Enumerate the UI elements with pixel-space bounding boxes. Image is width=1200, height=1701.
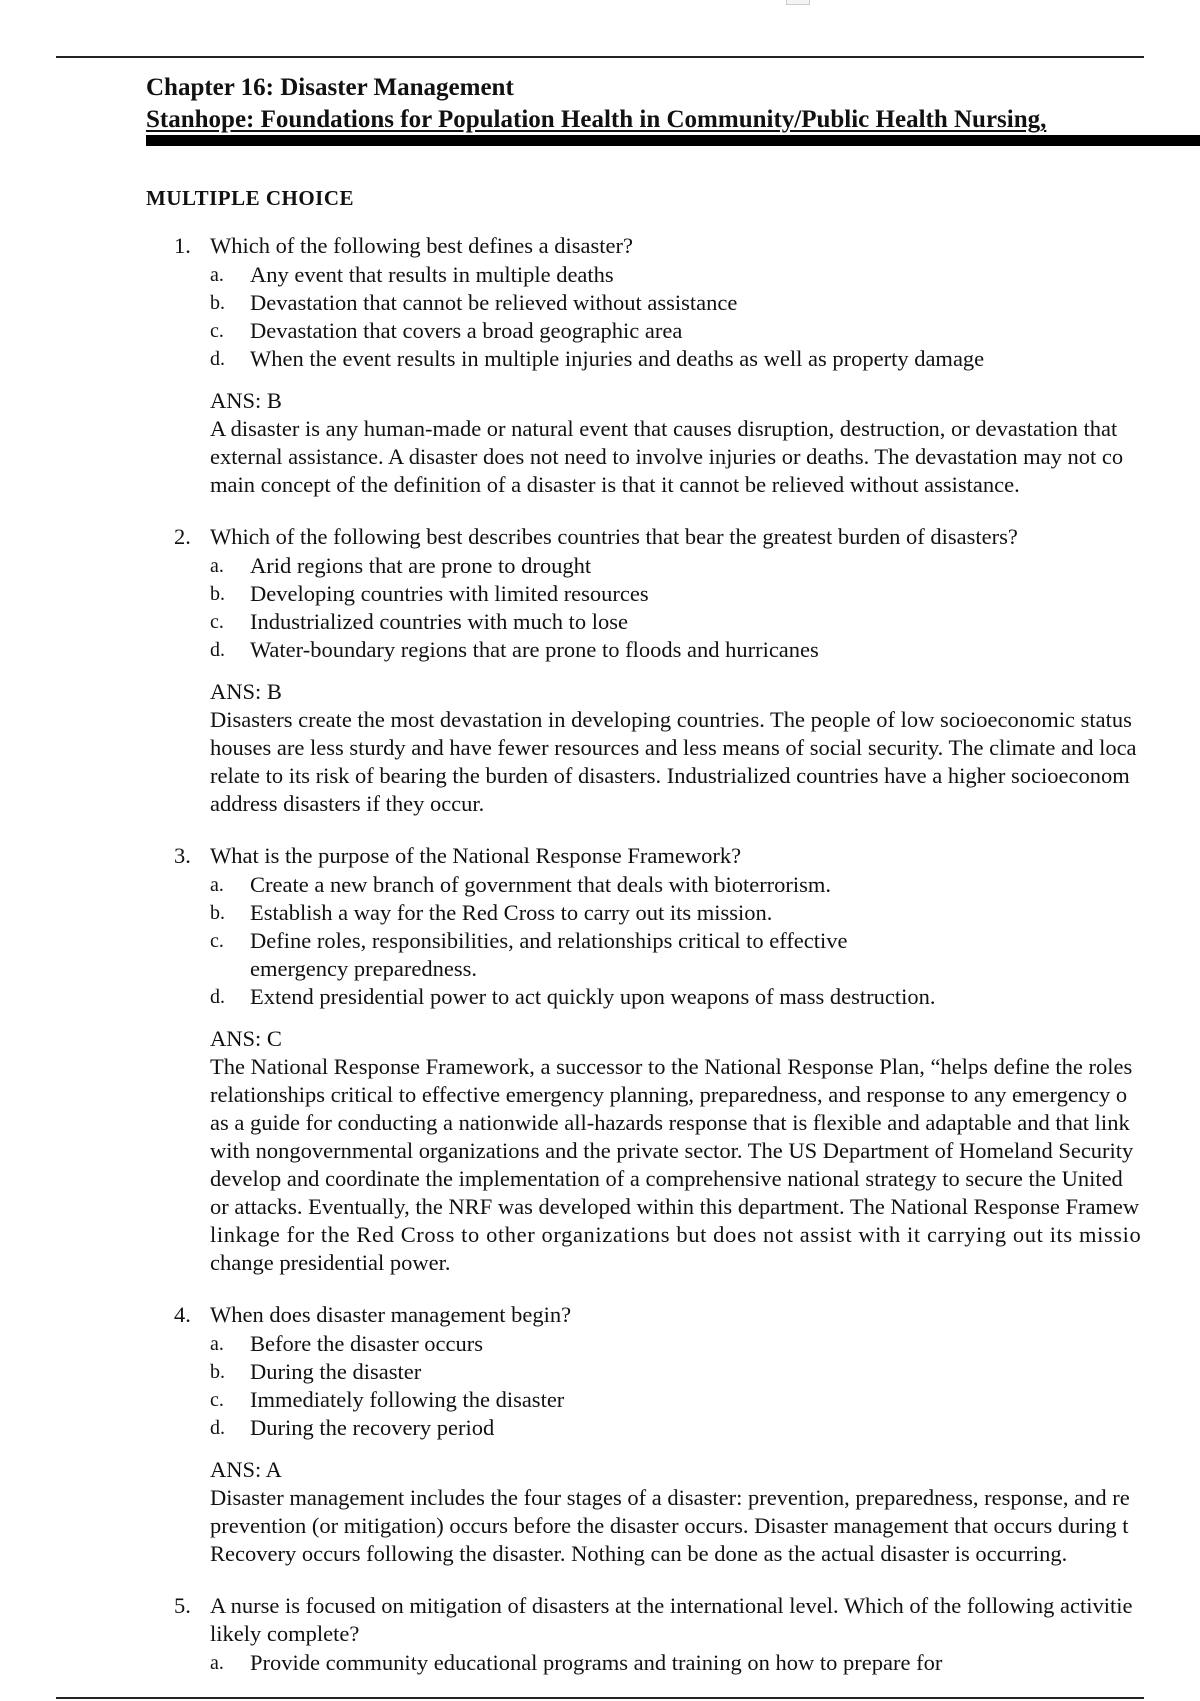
rationale-line: The National Response Framework, a successor to the National Response Plan, “helps define the roles — [210, 1054, 1133, 1079]
answer-rationale — [210, 1484, 1200, 1568]
question-number: 2. — [174, 524, 191, 549]
option-letter: d. — [210, 986, 225, 1008]
answer-key: ANS: A — [210, 1457, 282, 1482]
answer-block — [146, 387, 1200, 499]
question-stem — [146, 232, 1200, 260]
question-text-line: likely complete? — [210, 1621, 360, 1646]
option-letter: c. — [210, 1389, 224, 1411]
option-letter: a. — [210, 555, 224, 577]
rationale-line: Recovery occurs following the disaster. Nothing can be done as the actual disaster is occurring. — [210, 1541, 1068, 1566]
rationale-line: with nongovernmental organizations and the private sector. The US Department of Homeland Security — [210, 1138, 1134, 1163]
rationale-line: prevention (or mitigation) occurs before the disaster occurs. Disaster management that occurs during t — [210, 1513, 1129, 1538]
document-body — [146, 184, 1200, 1701]
answer-options — [146, 1330, 1200, 1442]
page-scroll-marker — [786, 0, 810, 5]
option-text: During the recovery period — [250, 1415, 495, 1440]
rationale-line: external assistance. A disaster does not need to involve injuries or deaths. The devastation may not co — [210, 444, 1124, 469]
option-letter: b. — [210, 1361, 225, 1383]
option-b — [146, 580, 1150, 608]
rationale-line: A disaster is any human-made or natural event that causes disruption, destruction, or devastation that — [210, 416, 1118, 441]
option-letter: a. — [210, 1333, 224, 1355]
rationale-line: main concept of the definition of a disaster is that it cannot be relieved without assistance. — [210, 472, 1020, 497]
option-a — [146, 552, 1150, 580]
option-text: Industrialized countries with much to lose — [250, 609, 629, 634]
option-c — [146, 608, 1150, 636]
option-text: Devastation that covers a broad geographic area — [250, 318, 683, 343]
option-b — [146, 1358, 1150, 1386]
answer-options — [146, 552, 1200, 664]
answer-rationale — [210, 415, 1200, 499]
answer-key: ANS: C — [210, 1026, 282, 1051]
option-letter: d. — [210, 639, 225, 661]
question-1 — [146, 232, 1200, 499]
option-letter: d. — [210, 348, 225, 370]
question-stem — [146, 1301, 1200, 1329]
option-letter: a. — [210, 264, 224, 286]
option-text: Arid regions that are prone to drought — [250, 553, 592, 578]
question-text-line: A nurse is focused on mitigation of disasters at the international level. Which of the following activitie — [210, 1593, 1133, 1618]
question-4 — [146, 1301, 1200, 1568]
book-title: Stanhope: Foundations for Population Health in Community/Public Health Nursing, — [146, 106, 1047, 133]
option-letter: b. — [210, 902, 225, 924]
option-letter: c. — [210, 930, 224, 952]
answer-key: ANS: B — [210, 388, 282, 413]
chapter-title: Chapter 16: Disaster Management — [146, 74, 514, 101]
option-letter: c. — [210, 611, 224, 633]
answer-block — [146, 678, 1200, 818]
option-letter: a. — [210, 1652, 224, 1674]
answer-block — [146, 1025, 1200, 1277]
section-title: MULTIPLE CHOICE — [146, 186, 355, 210]
question-text: Which of the following best describes countries that bear the greatest burden of disasters? — [210, 524, 1018, 549]
question-text: Which of the following best defines a disaster? — [210, 233, 633, 258]
answer-block — [146, 1456, 1200, 1568]
question-number: 5. — [174, 1593, 191, 1618]
option-d — [146, 345, 1150, 373]
question-text: What is the purpose of the National Response Framework? — [210, 843, 742, 868]
rationale-line: relate to its risk of bearing the burden of disasters. Industrialized countries have a higher socioeconom — [210, 763, 1130, 788]
option-letter: b. — [210, 292, 225, 314]
option-c — [146, 1386, 1150, 1414]
option-letter: a. — [210, 874, 224, 896]
option-c — [146, 927, 950, 983]
option-text: Establish a way for the Red Cross to carry out its mission. — [250, 900, 773, 925]
option-a — [146, 261, 1150, 289]
question-stem-continued — [146, 1620, 1200, 1648]
question-stem — [146, 1592, 1200, 1620]
question-number: 1. — [174, 233, 191, 258]
answer-rationale — [210, 1053, 1200, 1277]
question-text: When does disaster management begin? — [210, 1302, 572, 1327]
option-d — [146, 1414, 1150, 1442]
answer-key: ANS: B — [210, 679, 282, 704]
option-text: When the event results in multiple injuries and deaths as well as property damage — [250, 346, 985, 371]
footer-rule — [56, 1697, 1144, 1699]
question-3 — [146, 842, 1200, 1277]
header-thick-rule — [146, 135, 1200, 146]
option-b — [146, 899, 1150, 927]
option-d — [146, 636, 1150, 664]
option-letter: b. — [210, 583, 225, 605]
rationale-line: Disaster management includes the four stages of a disaster: prevention, preparedness, response, and re — [210, 1485, 1130, 1510]
option-d — [146, 983, 1150, 1011]
question-number: 3. — [174, 843, 191, 868]
option-text: During the disaster — [250, 1359, 422, 1384]
document-header — [146, 72, 1046, 136]
option-b — [146, 289, 1150, 317]
rationale-line: address disasters if they occur. — [210, 791, 485, 816]
rationale-line: change presidential power. — [210, 1250, 451, 1275]
rationale-line: or attacks. Eventually, the NRF was developed within this department. The National Response Framew — [210, 1194, 1140, 1219]
question-stem — [146, 842, 1200, 870]
option-text: Devastation that cannot be relieved without assistance — [250, 290, 738, 315]
rationale-line: Disasters create the most devastation in developing countries. The people of low socioeconomic status — [210, 707, 1132, 732]
rationale-line: relationships critical to effective emergency planning, preparedness, and response to any emergency o — [210, 1082, 1128, 1107]
option-text: Developing countries with limited resources — [250, 581, 649, 606]
question-number: 4. — [174, 1302, 191, 1327]
option-text: Create a new branch of government that deals with bioterrorism. — [250, 872, 832, 897]
option-text: Define roles, responsibilities, and relationships critical to effective emergency preparedness. — [250, 928, 848, 981]
option-text: Water-boundary regions that are prone to floods and hurricanes — [250, 637, 819, 662]
option-a — [146, 1649, 1150, 1677]
option-text: Before the disaster occurs — [250, 1331, 484, 1356]
question-stem — [146, 523, 1200, 551]
option-letter: d. — [210, 1417, 225, 1439]
option-text: Any event that results in multiple deaths — [250, 262, 614, 287]
question-5 — [146, 1592, 1200, 1677]
answer-options — [146, 1649, 1200, 1677]
rationale-line: houses are less sturdy and have fewer resources and less means of social security. The climate and loca — [210, 735, 1137, 760]
option-letter: c. — [210, 320, 224, 342]
option-a — [146, 1330, 1150, 1358]
question-2 — [146, 523, 1200, 818]
header-top-rule — [56, 56, 1144, 58]
rationale-line: as a guide for conducting a nationwide all-hazards response that is flexible and adaptable and that link — [210, 1110, 1130, 1135]
answer-options — [146, 261, 1200, 373]
rationale-line: develop and coordinate the implementation of a comprehensive national strategy to secure the United — [210, 1166, 1123, 1191]
answer-options — [146, 871, 1200, 1011]
rationale-line: linkage for the Red Cross to other organizations but does not assist with it carrying out its missio — [210, 1222, 1142, 1247]
answer-rationale — [210, 706, 1200, 818]
option-c — [146, 317, 1150, 345]
option-text: Extend presidential power to act quickly upon weapons of mass destruction. — [250, 984, 936, 1009]
option-text: Immediately following the disaster — [250, 1387, 565, 1412]
option-text: Provide community educational programs and training on how to prepare for — [250, 1650, 943, 1675]
option-a — [146, 871, 1150, 899]
